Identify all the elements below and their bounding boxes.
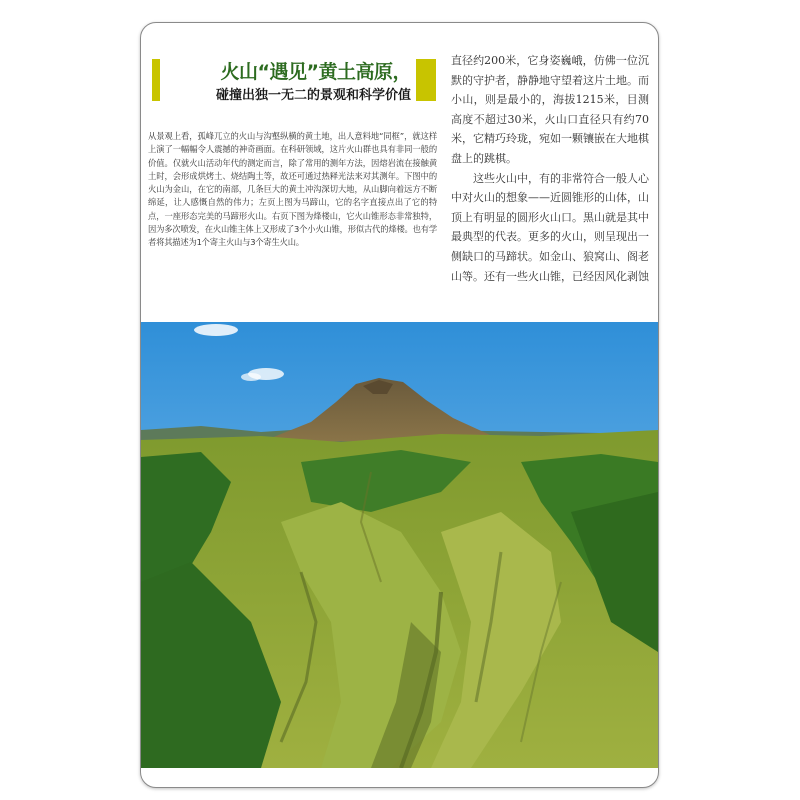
right-paragraph-2: 这些火山中，有的非常符合一般人心中对火山的想象——近圆锥形的山体，山顶上有明显的圆形火山口。黒山就是其中最典型的代表。更多的火山，则呈现出一侧缺口的马蹄状。如金山、狼窝山、阁老山等。还有一些火山锥，已经因风化剥蚀 bbox=[451, 171, 649, 283]
right-paragraph-1: 直径约200米，它身姿巍峨，仿佛一位沉默的守护者，静静地守望着这片土地。而小山，则是最小的，海拔1215米，目测高度不超过30米，火山口直径只有约70米，它精巧玲珑，宛如一颗镶嵌在大地棋盘上的跳棋。 bbox=[451, 54, 649, 165]
magazine-page bbox=[140, 22, 659, 788]
right-column-text bbox=[451, 51, 649, 286]
article-title: 火山“遇见”黄土高原， bbox=[220, 61, 411, 83]
left-column-text: 从景观上看，孤峰兀立的火山与沟壑纵横的黄土地，出人意料地“同框”，就这样上演了一幅幅令人震撼的神奇画面。在科研领域，这片火山群也具有非同一般的价值。仅就火山活动年代的测定而言，除了常用的测年方法，因熔岩流在接触黄土时，会形成烘烤土、烧结陶土等，故还可通过热释光法来对其测年。下图中的火山为金山，在它的南部，几条巨大的黄土冲沟深切大地，从山脚向着远方不断绵延，让人感慨自然的伟力；左页上图为马蹄山，它的名字直接点出了它的特点，一座形态完美的马蹄形火山。右页下图为烽楼山，它火山锥形态非常独特，因为多次喷发，在火山锥主体上又形成了3个小火山锥，形似古代的烽楼。也有学者将其描述为1个寄主火山与3个寄生火山。 bbox=[148, 131, 437, 248]
volcano-landscape-photo bbox=[141, 322, 658, 768]
title-accent-bar-right bbox=[416, 59, 436, 101]
article-subtitle: 碰撞出独一无二的景观和科学价值 bbox=[215, 88, 411, 103]
article-title-block bbox=[149, 57, 435, 107]
title-accent-bar-left bbox=[152, 59, 160, 101]
